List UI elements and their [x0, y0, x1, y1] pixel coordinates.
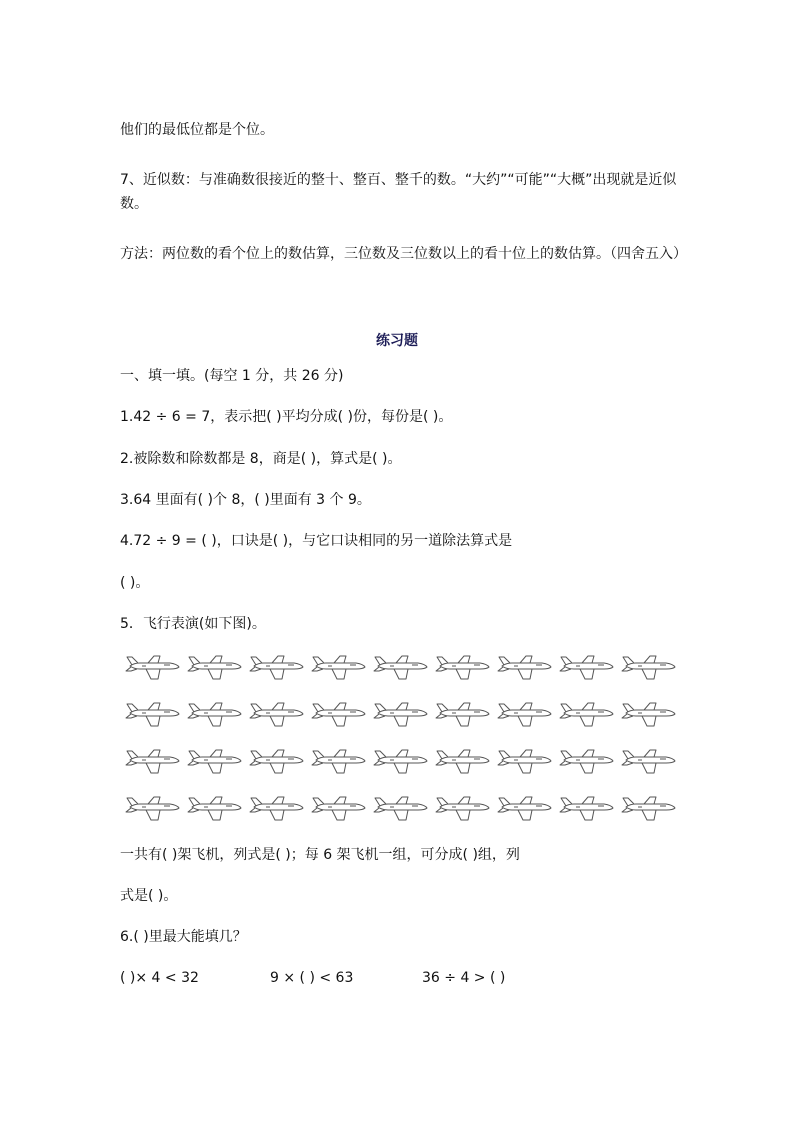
question-6-part-c: 36 ÷ 4 > ( ) — [422, 970, 506, 986]
airplane-icon — [248, 746, 304, 776]
airplane-icon — [124, 652, 180, 682]
airplane-icon — [620, 652, 676, 682]
airplane-icon — [372, 652, 428, 682]
airplane-icon — [310, 699, 366, 729]
airplane-icon — [186, 699, 242, 729]
airplane-icon — [310, 652, 366, 682]
question-6-part-a: ( )× 4 < 32 — [120, 970, 199, 986]
question-5-answer: 一共有( )架飞机，列式是( )；每 6 架飞机一组，可分成( )组，列 — [120, 847, 520, 863]
airplane-icon — [124, 793, 180, 823]
airplane-icon — [372, 793, 428, 823]
airplane-icon — [310, 793, 366, 823]
intro-line: 他们的最低位都是个位。 — [120, 122, 274, 138]
airplane-icon — [620, 746, 676, 776]
airplane-icon — [124, 699, 180, 729]
exercise-title: 练习题 — [376, 333, 418, 349]
question-2: 2.被除数和除数都是 8，商是( )，算式是( )。 — [120, 451, 402, 467]
airplane-icon — [558, 746, 614, 776]
airplane-icon — [434, 652, 490, 682]
airplane-icon — [372, 699, 428, 729]
airplane-icon — [248, 793, 304, 823]
question-5: 5．飞行表演(如下图)。 — [120, 616, 266, 632]
airplane-row — [124, 793, 684, 823]
airplane-icon — [434, 793, 490, 823]
airplane-icon — [558, 793, 614, 823]
airplane-icon — [186, 652, 242, 682]
item-7-approximate-numbers: 7、近似数：与准确数很接近的整十、整百、整千的数。“大约”“可能”“大概”出现就是近似数。 — [120, 172, 677, 212]
question-6: 6.( )里最大能填几？ — [120, 929, 247, 945]
airplane-icon — [558, 652, 614, 682]
airplane-icon — [434, 746, 490, 776]
airplane-icon — [186, 793, 242, 823]
airplane-grid — [124, 652, 684, 840]
airplane-row — [124, 746, 684, 776]
airplane-icon — [372, 746, 428, 776]
airplane-icon — [124, 746, 180, 776]
airplane-icon — [496, 793, 552, 823]
question-5-answer-continued: 式是( )。 — [120, 888, 178, 904]
question-1: 1.42 ÷ 6 = 7，表示把( )平均分成( )份，每份是( )。 — [120, 409, 453, 425]
airplane-icon — [434, 699, 490, 729]
question-4: 4.72 ÷ 9 = ( )，口诀是( )，与它口诀相同的另一道除法算式是 — [120, 533, 513, 549]
estimation-method: 方法：两位数的看个位上的数估算，三位数及三位数以上的看十位上的数估算。（四舍五入） — [120, 246, 687, 262]
question-6-part-b: 9 × ( ) < 63 — [270, 970, 354, 986]
airplane-icon — [496, 746, 552, 776]
airplane-row — [124, 699, 684, 729]
airplane-icon — [620, 793, 676, 823]
section-1-header: 一、填一填。(每空 1 分，共 26 分) — [120, 368, 344, 384]
airplane-icon — [496, 652, 552, 682]
airplane-icon — [248, 652, 304, 682]
question-3: 3.64 里面有( )个 8，( )里面有 3 个 9。 — [120, 492, 371, 508]
airplane-icon — [620, 699, 676, 729]
question-4-continued: ( )。 — [120, 575, 150, 591]
airplane-icon — [558, 699, 614, 729]
airplane-icon — [248, 699, 304, 729]
airplane-icon — [186, 746, 242, 776]
airplane-icon — [310, 746, 366, 776]
airplane-row — [124, 652, 684, 682]
airplane-icon — [496, 699, 552, 729]
